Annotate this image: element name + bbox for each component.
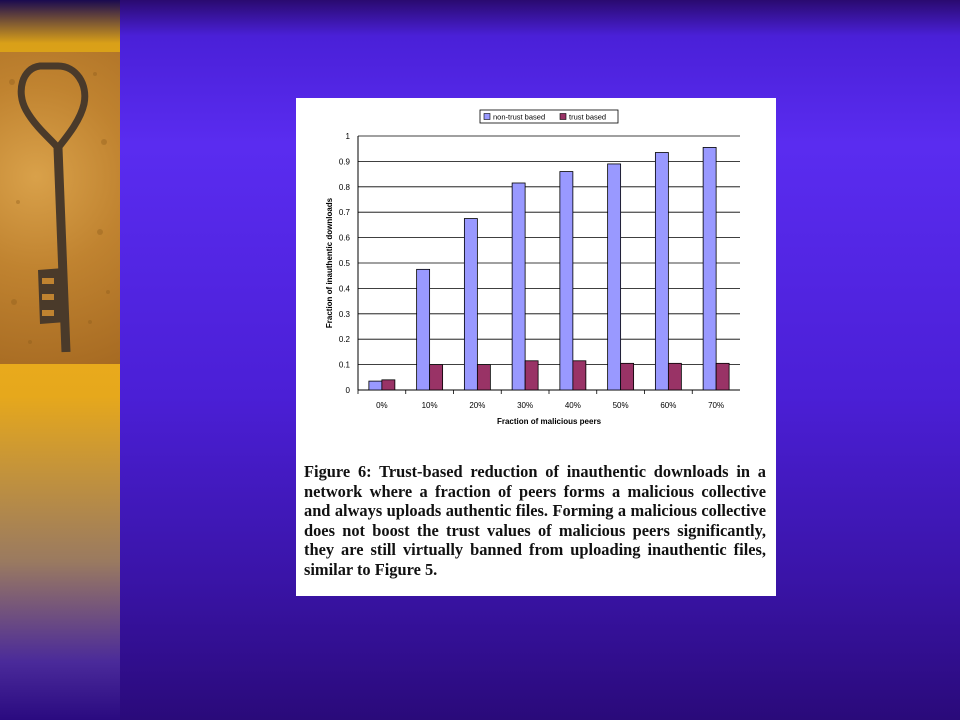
y-tick-label: 0.3 (338, 309, 350, 319)
y-tick-label: 0.1 (338, 360, 350, 370)
x-tick-label: 60% (660, 401, 677, 410)
legend-swatch (484, 114, 490, 120)
bar-trust (477, 365, 490, 390)
bar-non-trust (512, 183, 525, 390)
y-tick-label: 0.5 (338, 259, 350, 268)
y-axis-title: Fraction of inauthentic downloads (325, 197, 334, 329)
bar-chart (296, 98, 776, 458)
x-tick-label: 20% (469, 401, 486, 410)
bar-trust (525, 361, 538, 390)
x-tick-label: 70% (708, 401, 725, 410)
bar-non-trust (464, 219, 477, 390)
y-tick-label: 0.6 (338, 233, 350, 243)
bar-non-trust (703, 147, 716, 390)
accent-sidebar (0, 0, 120, 720)
x-tick-label: 30% (517, 401, 534, 410)
bar-non-trust (655, 153, 668, 390)
bar-non-trust (608, 164, 621, 390)
x-tick-label: 40% (564, 401, 581, 410)
figure-caption: Figure 6: Trust-based reduction of inauthentic downloads in a network where a fraction of peers forms a malicious collective and always uploads authentic files. Forming a malicious collective does not boost the trust values of malicious peers significantly, they are still virtually banned from uploading inauthentic files, similar to Figure 5. (304, 462, 766, 579)
bar-trust (668, 363, 681, 390)
chart-legend (480, 110, 618, 123)
bar-non-trust (369, 381, 382, 390)
x-tick-label: 0% (376, 401, 388, 410)
bar-non-trust (417, 269, 430, 390)
bar-trust (621, 363, 634, 390)
y-tick-label: 0.7 (338, 208, 350, 218)
legend-label: non-trust based (493, 112, 546, 122)
bar-trust (430, 365, 443, 390)
y-tick-label: 0.8 (338, 182, 350, 192)
x-tick-label: 50% (612, 401, 629, 410)
bar-non-trust (560, 172, 573, 390)
y-tick-label: 0.9 (338, 157, 350, 167)
figure-panel (296, 98, 776, 596)
y-tick-label: 0 (345, 386, 350, 395)
key-icon (0, 52, 120, 364)
y-tick-label: 1 (345, 132, 350, 141)
y-tick-label: 0.2 (338, 335, 350, 345)
legend-label: trust based (569, 112, 607, 122)
bar-trust (573, 361, 586, 390)
key-photo (0, 52, 120, 364)
x-tick-label: 10% (421, 401, 438, 410)
legend-swatch (560, 114, 566, 120)
x-axis-title: Fraction of malicious peers (496, 417, 602, 426)
y-tick-label: 0.4 (338, 284, 350, 294)
bar-trust (382, 380, 395, 390)
bar-trust (716, 363, 729, 390)
